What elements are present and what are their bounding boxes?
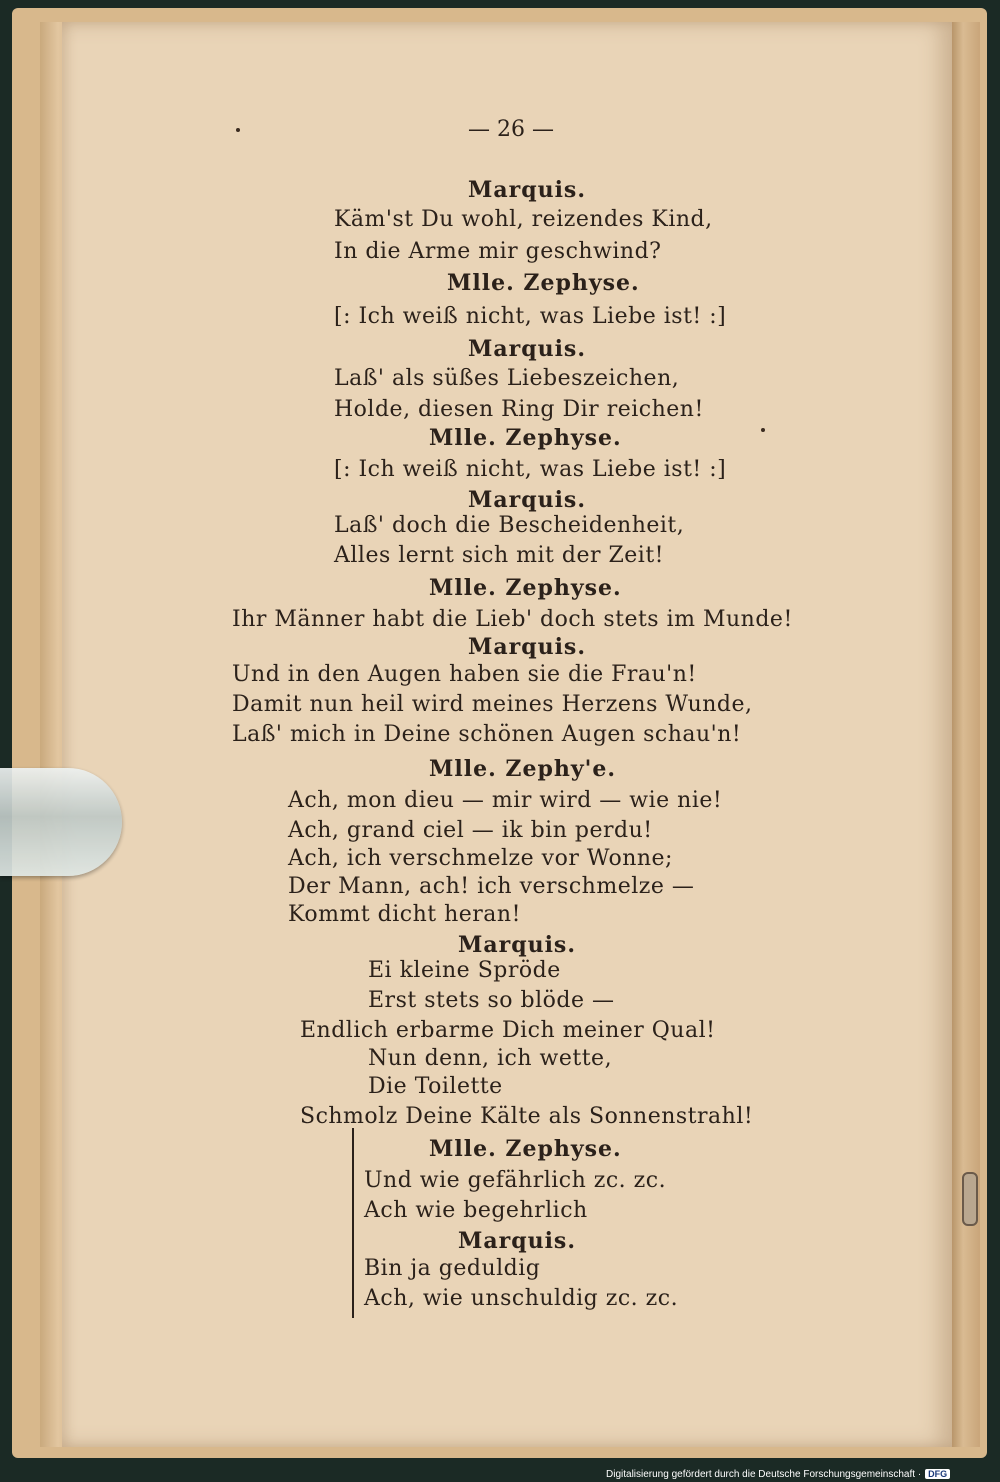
verse-line: Kommt dicht heran! [288, 902, 521, 927]
bracket-brace [352, 1128, 362, 1318]
verse-line: Laß' doch die Bescheidenheit, [334, 513, 685, 538]
verse-line: Der Mann, ach! ich verschmelze — [288, 874, 695, 899]
verse-line: Alles lernt sich mit der Zeit! [334, 543, 665, 568]
verse-line: Nun denn, ich wette, [368, 1046, 613, 1071]
speaker-name: Mlle. Zephyse. [429, 425, 622, 451]
speaker-name: Marquis. [458, 932, 576, 958]
verse-line: Ach, ich verschmelze vor Wonne; [288, 846, 673, 871]
verse-line: Holde, diesen Ring Dir reichen! [334, 397, 704, 422]
speaker-name: Marquis. [468, 177, 586, 203]
verse-line: Bin ja geduldig [364, 1256, 541, 1281]
speaker-name: Marquis. [468, 487, 586, 513]
speaker-name: Marquis. [468, 634, 586, 660]
verse-line: Ach, wie unschuldig zc. zc. [364, 1286, 679, 1311]
verse-line: Die Toilette [368, 1074, 503, 1099]
speaker-name: Marquis. [468, 336, 586, 362]
verse-line: Ei kleine Spröde [368, 958, 561, 983]
verse-line: Ach, mon dieu — mir wird — wie nie! [288, 788, 723, 813]
verse-line: Ihr Männer habt die Lieb' doch stets im Munde! [232, 607, 793, 632]
verse-line: Erst stets so blöde — [368, 988, 615, 1013]
footer-credit [606, 1466, 1000, 1482]
verse-line: Ach, grand ciel — ik bin perdu! [288, 818, 653, 843]
speaker-name: Marquis. [458, 1228, 576, 1254]
verse-line: Und wie gefährlich zc. zc. [364, 1168, 667, 1193]
verse-line: Schmolz Deine Kälte als Sonnenstrahl! [300, 1104, 754, 1129]
verse-line: Ach wie begehrlich [364, 1198, 588, 1223]
verse-line: Laß' als süßes Liebeszeichen, [334, 366, 680, 391]
verse-line: [: Ich weiß nicht, was Liebe ist! :] [334, 457, 727, 482]
speaker-name: Mlle. Zephyse. [429, 575, 622, 601]
dfg-logo-icon: DFG [925, 1469, 950, 1479]
footer-text: Digitalisierung gefördert durch die Deutsche Forschungsgemeinschaft · [606, 1468, 922, 1480]
verse-line: Und in den Augen haben sie die Frau'n! [232, 662, 697, 687]
verse-line: Endlich erbarme Dich meiner Qual! [300, 1018, 716, 1043]
speaker-name: Mlle. Zephyse. [447, 270, 640, 296]
verse-line: Damit nun heil wird meines Herzens Wunde, [232, 692, 753, 717]
verse-line: Laß' mich in Deine schönen Augen schau'n! [232, 722, 742, 747]
speaker-name: Mlle. Zephyse. [429, 1136, 622, 1162]
verse-line: Käm'st Du wohl, reizendes Kind, [334, 207, 713, 232]
page-number: — 26 — [468, 117, 554, 142]
speaker-name: Mlle. Zephy'e. [429, 756, 616, 782]
clip-holder [0, 768, 122, 876]
verse-line: [: Ich weiß nicht, was Liebe ist! :] [334, 304, 727, 329]
verse-line: In die Arme mir geschwind? [334, 239, 662, 264]
